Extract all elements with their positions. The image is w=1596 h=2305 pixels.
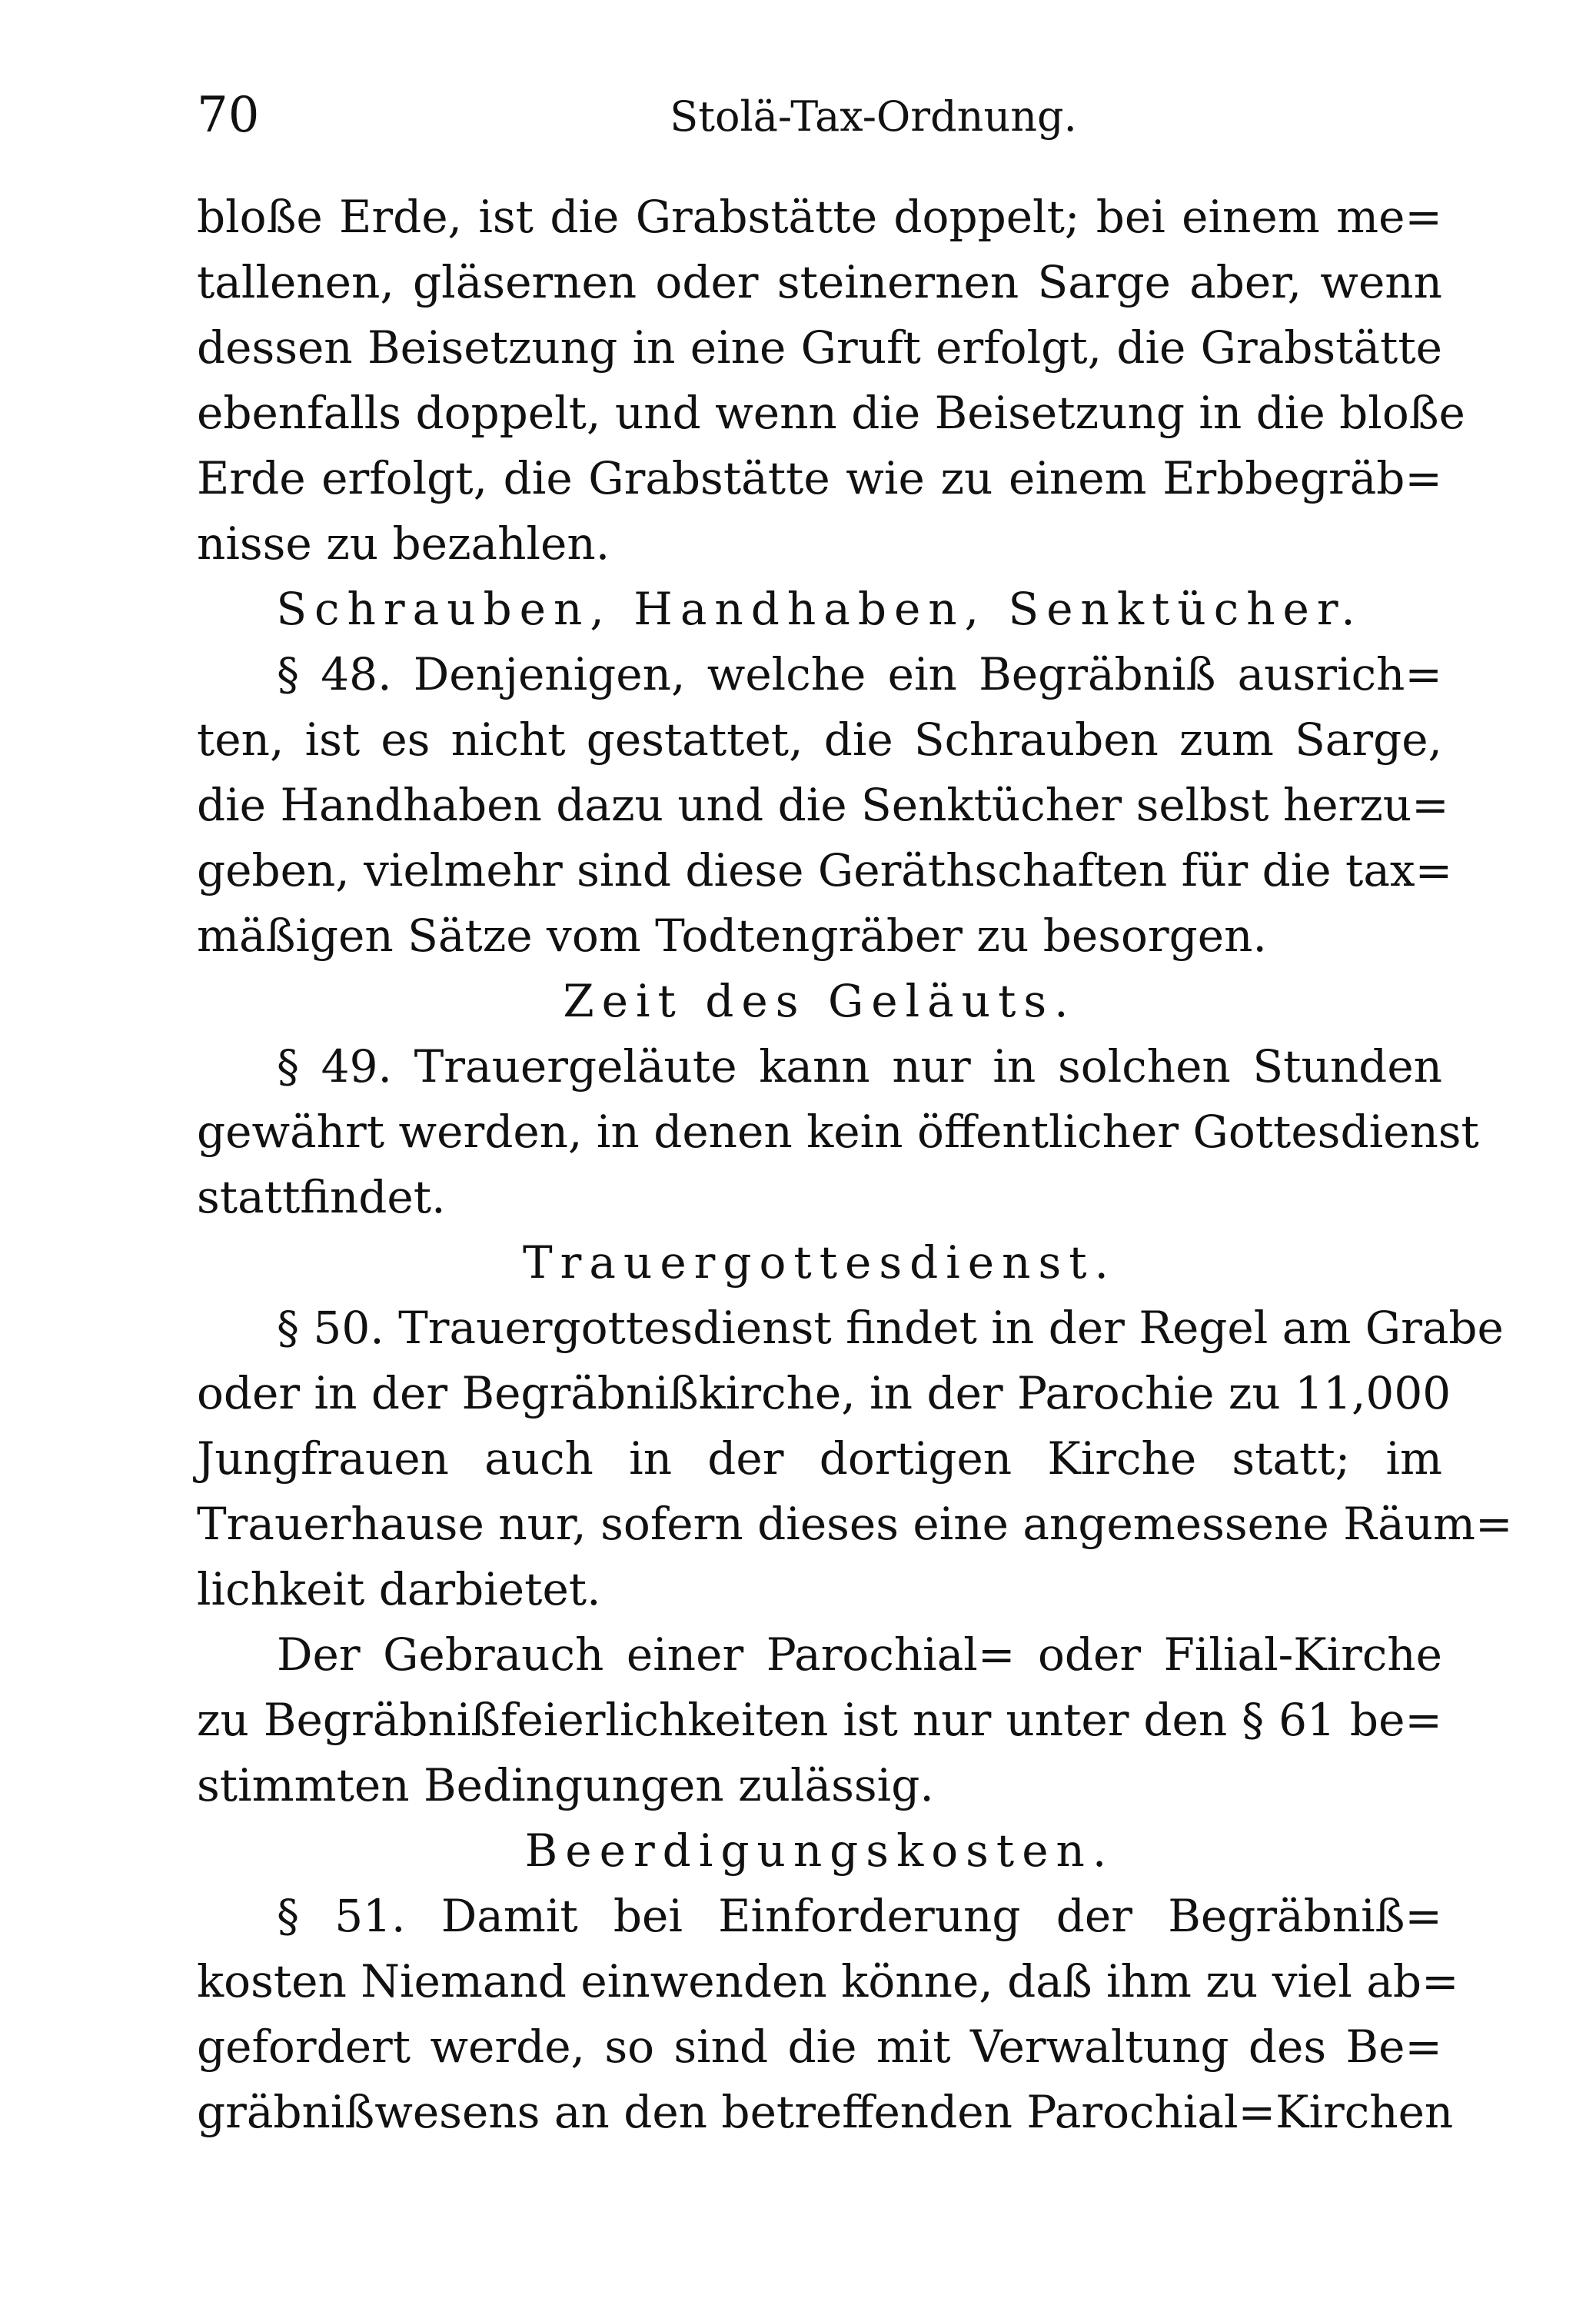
text-line: Erde erfolgt, die Grabstätte wie zu einem Erbbegräb= bbox=[197, 452, 1442, 504]
section-heading: Trauergottesdienst. bbox=[522, 1236, 1116, 1289]
text-line: stimmten Bedingungen zulässig. bbox=[197, 1759, 934, 1811]
text-line: bloße Erde, ist die Grabstätte doppelt; bei einem me= bbox=[197, 191, 1442, 243]
text-line: tallenen, gläsernen oder steinernen Sarge aber, wenn bbox=[197, 256, 1442, 308]
text-line: geben, vielmehr sind diese Geräthschaften für die tax= bbox=[197, 844, 1453, 896]
text-line: gewährt werden, in denen kein öffentlicher Gottesdienst bbox=[197, 1106, 1479, 1158]
text-line: lichkeit darbietet. bbox=[197, 1563, 601, 1615]
text-line: dessen Beisetzung in eine Gruft erfolgt, die Grabstätte bbox=[197, 321, 1442, 374]
text-line: mäßigen Sätze vom Todtengräber zu besorgen. bbox=[197, 910, 1267, 962]
text-line: ebenfalls doppelt, und wenn die Beisetzung in die bloße bbox=[197, 387, 1465, 439]
paragraph-start-line: § 51. Damit bei Einforderung der Begräbniß= bbox=[277, 1890, 1442, 1942]
running-title: Stolä-Tax-Ordnung. bbox=[670, 92, 1077, 141]
text-line: oder in der Begräbnißkirche, in der Parochie zu 11,000 bbox=[197, 1367, 1451, 1419]
text-line: gefordert werde, so sind die mit Verwaltung des Be= bbox=[197, 2021, 1442, 2073]
page-header bbox=[197, 77, 1442, 154]
text-line: zu Begräbnißfeierlichkeiten ist nur unter den § 61 be= bbox=[197, 1694, 1442, 1746]
paragraph-start-line: § 50. Trauergottesdienst findet in der Regel am Grabe bbox=[277, 1302, 1504, 1354]
text-line: stattfindet. bbox=[197, 1171, 446, 1223]
text-line: ten, ist es nicht gestattet, die Schrauben zum Sarge, bbox=[197, 713, 1442, 766]
text-line: gräbnißwesens an den betreffenden Parochial=Kirchen bbox=[197, 2086, 1454, 2138]
paragraph-start-line: § 48. Denjenigen, welche ein Begräbniß ausrich= bbox=[277, 648, 1442, 700]
text-line: die Handhaben dazu und die Senktücher selbst herzu= bbox=[197, 779, 1449, 831]
section-heading: Beerdigungskosten. bbox=[524, 1824, 1115, 1877]
section-heading: Zeit des Geläuts. bbox=[563, 975, 1076, 1027]
body-text bbox=[197, 185, 1513, 2145]
section-heading: Schrauben, Handhaben, Senktücher. bbox=[276, 583, 1363, 635]
text-line: Trauerhause nur, sofern dieses eine angemessene Räum= bbox=[197, 1498, 1513, 1550]
paragraph-start-line: § 49. Trauergeläute kann nur in solchen Stunden bbox=[277, 1040, 1442, 1093]
text-line: nisse zu bezahlen. bbox=[197, 517, 610, 570]
text-line: Jungfrauen auch in der dortigen Kirche statt; im bbox=[197, 1432, 1442, 1485]
page-number: 70 bbox=[197, 87, 260, 144]
text-line: kosten Niemand einwenden könne, daß ihm zu viel ab= bbox=[197, 1955, 1459, 2007]
paragraph-start-line: Der Gebrauch einer Parochial= oder Filial-Kirche bbox=[277, 1628, 1442, 1681]
